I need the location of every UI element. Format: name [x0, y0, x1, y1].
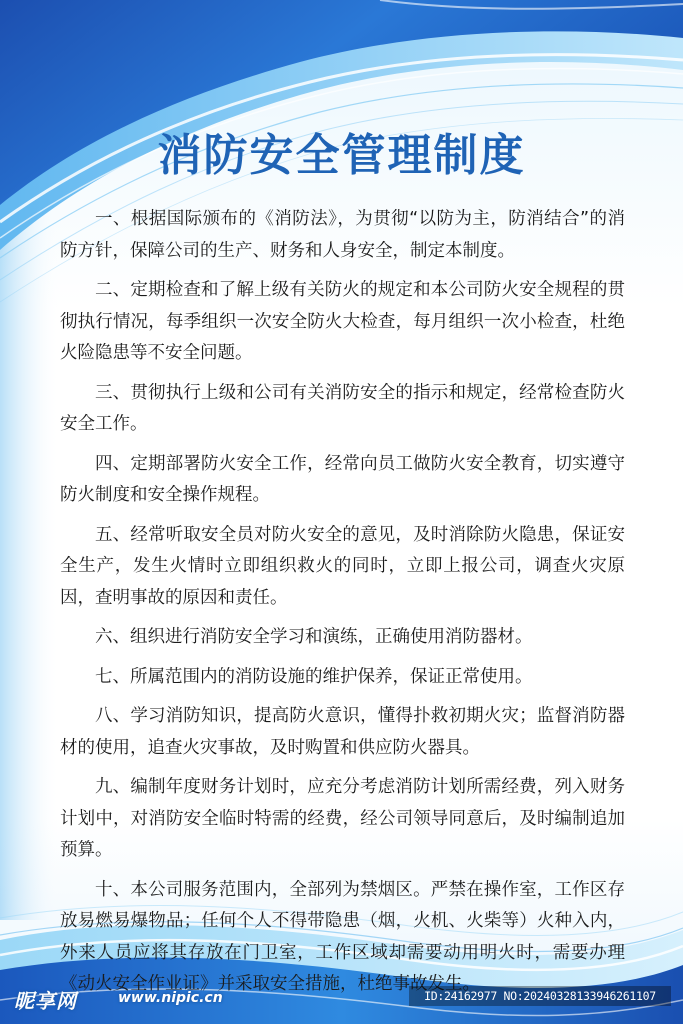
regulation-item-1: 一、根据国际颁布的《消防法》，为贯彻“以防为主，防消结合”的消防方针，保障公司的生产、财务和人身安全，制定本制度。	[60, 209, 625, 261]
regulation-item-9: 九、编制年度财务计划时，应充分考虑消防计划所需经费，列入财务计划中，对消防安全临时特需的经费，经公司领导同意后，及时编制追加预算。	[60, 777, 625, 860]
regulation-item-3: 三、贯彻执行上级和公司有关消防安全的指示和规定，经常检查防火安全工作。	[60, 382, 625, 434]
regulation-item-8: 八、学习消防知识，提高防火意识，懂得扑救初期火灾；监督消防器材的使用，追查火灾事故，及时购置和供应防火器具。	[60, 706, 625, 758]
watermark-url: www.nipic.cn	[118, 990, 223, 1006]
regulation-item-2: 二、定期检查和了解上级有关防火的规定和本公司防火安全规程的贯彻执行情况，每季组织一次安全防火大检查，每月组织一次小检查，杜绝火险隐患等不安全问题。	[60, 280, 625, 363]
regulation-item-5: 五、经常听取安全员对防火安全的意见，及时消除防火隐患，保证安全生产，发生火情时立即组织救火的同时，立即上报公司，调查火灾原因，查明事故的原因和责任。	[60, 524, 625, 608]
regulation-item-7: 七、所属范围内的消防设施的维护保养，保证正常使用。	[95, 666, 533, 687]
watermark-logo: 昵享网	[14, 989, 77, 1013]
watermark-id: ID:24162977 NO:20240328133946261107	[409, 986, 671, 1006]
regulation-list	[60, 204, 625, 1009]
regulation-item-6: 六、组织进行消防安全学习和演练，正确使用消防器材。	[95, 627, 533, 647]
regulation-item-10: 十、本公司服务范围内，全部列为禁烟区。严禁在操作室，工作区存放易燃易爆物品；任何个人不得带隐患（烟，火机、火柴等）火种入内，外来人员应将其存放在门卫室，工作区域却需要动用明火时，需要办理《动火安全作业证》并采取安全措施，杜绝事故发生。	[60, 879, 625, 994]
page-title: 消防安全管理制度	[157, 130, 526, 181]
regulation-item-4: 四、定期部署防火安全工作，经常向员工做防火安全教育，切实遵守防火制度和安全操作规程。	[60, 453, 625, 505]
